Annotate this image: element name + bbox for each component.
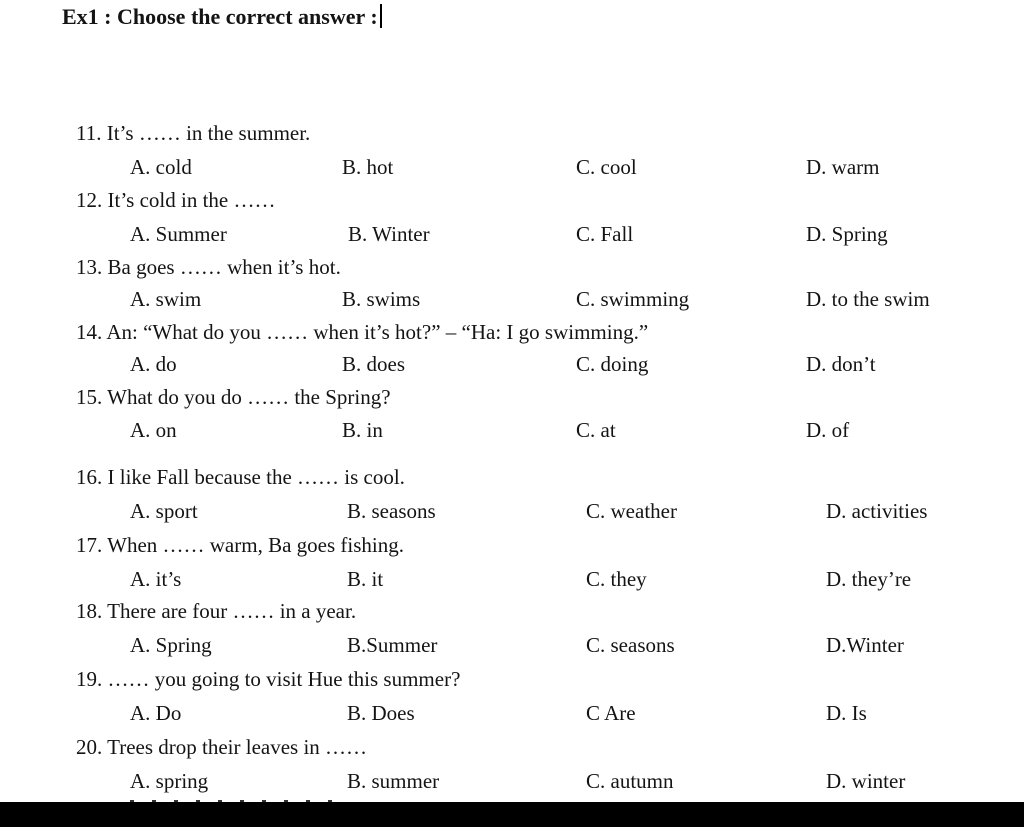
exercise-title [62, 2, 382, 32]
option-c[interactable]: C. seasons [586, 633, 675, 657]
question-stem: …… you going to visit Hue this summer? [107, 667, 461, 691]
option-c[interactable]: C. doing [576, 352, 649, 376]
question-stem: What do you do …… the Spring? [107, 385, 391, 409]
option-b[interactable]: B. summer [347, 769, 440, 793]
option-d[interactable]: D. of [806, 418, 850, 442]
question-stem: When …… warm, Ba goes fishing. [107, 533, 404, 557]
question-19 [76, 665, 460, 693]
question-stem: An: “What do you …… when it’s hot?” – “Ha: I go swimming.” [106, 320, 649, 344]
option-b[interactable]: B. in [342, 418, 383, 442]
question-stem: It’s …… in the summer. [106, 121, 311, 145]
question-number: 13. [76, 255, 103, 279]
text-cursor [380, 4, 382, 28]
option-c[interactable]: C. they [586, 567, 647, 591]
option-c[interactable]: C Are [586, 701, 636, 725]
question-number: 16. [76, 465, 103, 489]
option-c[interactable]: C. swimming [576, 287, 690, 311]
question-20 [76, 733, 367, 761]
option-a[interactable]: A. swim [130, 287, 202, 311]
question-13 [76, 253, 341, 281]
question-number: 12. [76, 188, 103, 212]
option-a[interactable]: A. spring [130, 769, 209, 793]
option-c[interactable]: C. at [576, 418, 616, 442]
question-12 [76, 186, 275, 214]
option-d[interactable]: D.Winter [826, 633, 904, 657]
option-a[interactable]: A. cold [130, 155, 192, 179]
question-stem: There are four …… in a year. [107, 599, 357, 623]
option-c[interactable]: C. Fall [576, 222, 634, 246]
question-17 [76, 531, 404, 559]
question-number: 15. [76, 385, 103, 409]
option-b[interactable]: B. swims [342, 287, 421, 311]
exercise-title-text: Ex1 : Choose the correct answer : [62, 4, 378, 29]
question-14 [76, 318, 648, 346]
question-stem: I like Fall because the …… is cool. [107, 465, 405, 489]
option-d[interactable]: D. warm [806, 155, 880, 179]
question-11 [76, 119, 310, 147]
question-18 [76, 597, 356, 625]
option-c[interactable]: C. cool [576, 155, 637, 179]
option-a[interactable]: A. sport [130, 499, 198, 523]
option-d[interactable]: D. activities [826, 499, 928, 523]
question-number: 17. [76, 533, 103, 557]
option-b[interactable]: B. does [342, 352, 405, 376]
option-d[interactable]: D. don’t [806, 352, 876, 376]
question-number: 20. [76, 735, 103, 759]
question-number: 18. [76, 599, 103, 623]
option-b[interactable]: B. hot [342, 155, 394, 179]
option-d[interactable]: D. Spring [806, 222, 888, 246]
option-a[interactable]: A. Do [130, 701, 182, 725]
question-15 [76, 383, 391, 411]
question-number: 14. [76, 320, 103, 344]
question-stem: Trees drop their leaves in …… [107, 735, 368, 759]
question-number: 19. [76, 667, 103, 691]
option-b[interactable]: B. seasons [347, 499, 436, 523]
option-d[interactable]: D. to the swim [806, 287, 930, 311]
option-a[interactable]: A. on [130, 418, 177, 442]
option-c[interactable]: C. weather [586, 499, 677, 523]
option-d[interactable]: D. winter [826, 769, 906, 793]
option-b[interactable]: B.Summer [347, 633, 438, 657]
option-d[interactable]: D. they’re [826, 567, 912, 591]
option-a[interactable]: A. do [130, 352, 177, 376]
question-stem: It’s cold in the …… [107, 188, 276, 212]
bottom-black-bar [0, 802, 1024, 827]
question-number: 11. [76, 121, 102, 145]
option-c[interactable]: C. autumn [586, 769, 674, 793]
option-b[interactable]: B. it [347, 567, 384, 591]
option-a[interactable]: A. Summer [130, 222, 227, 246]
option-a[interactable]: A. it’s [130, 567, 182, 591]
question-stem: Ba goes …… when it’s hot. [107, 255, 341, 279]
option-b[interactable]: B. Does [347, 701, 415, 725]
question-16 [76, 463, 405, 491]
option-b[interactable]: B. Winter [348, 222, 430, 246]
option-a[interactable]: A. Spring [130, 633, 212, 657]
option-d[interactable]: D. Is [826, 701, 867, 725]
